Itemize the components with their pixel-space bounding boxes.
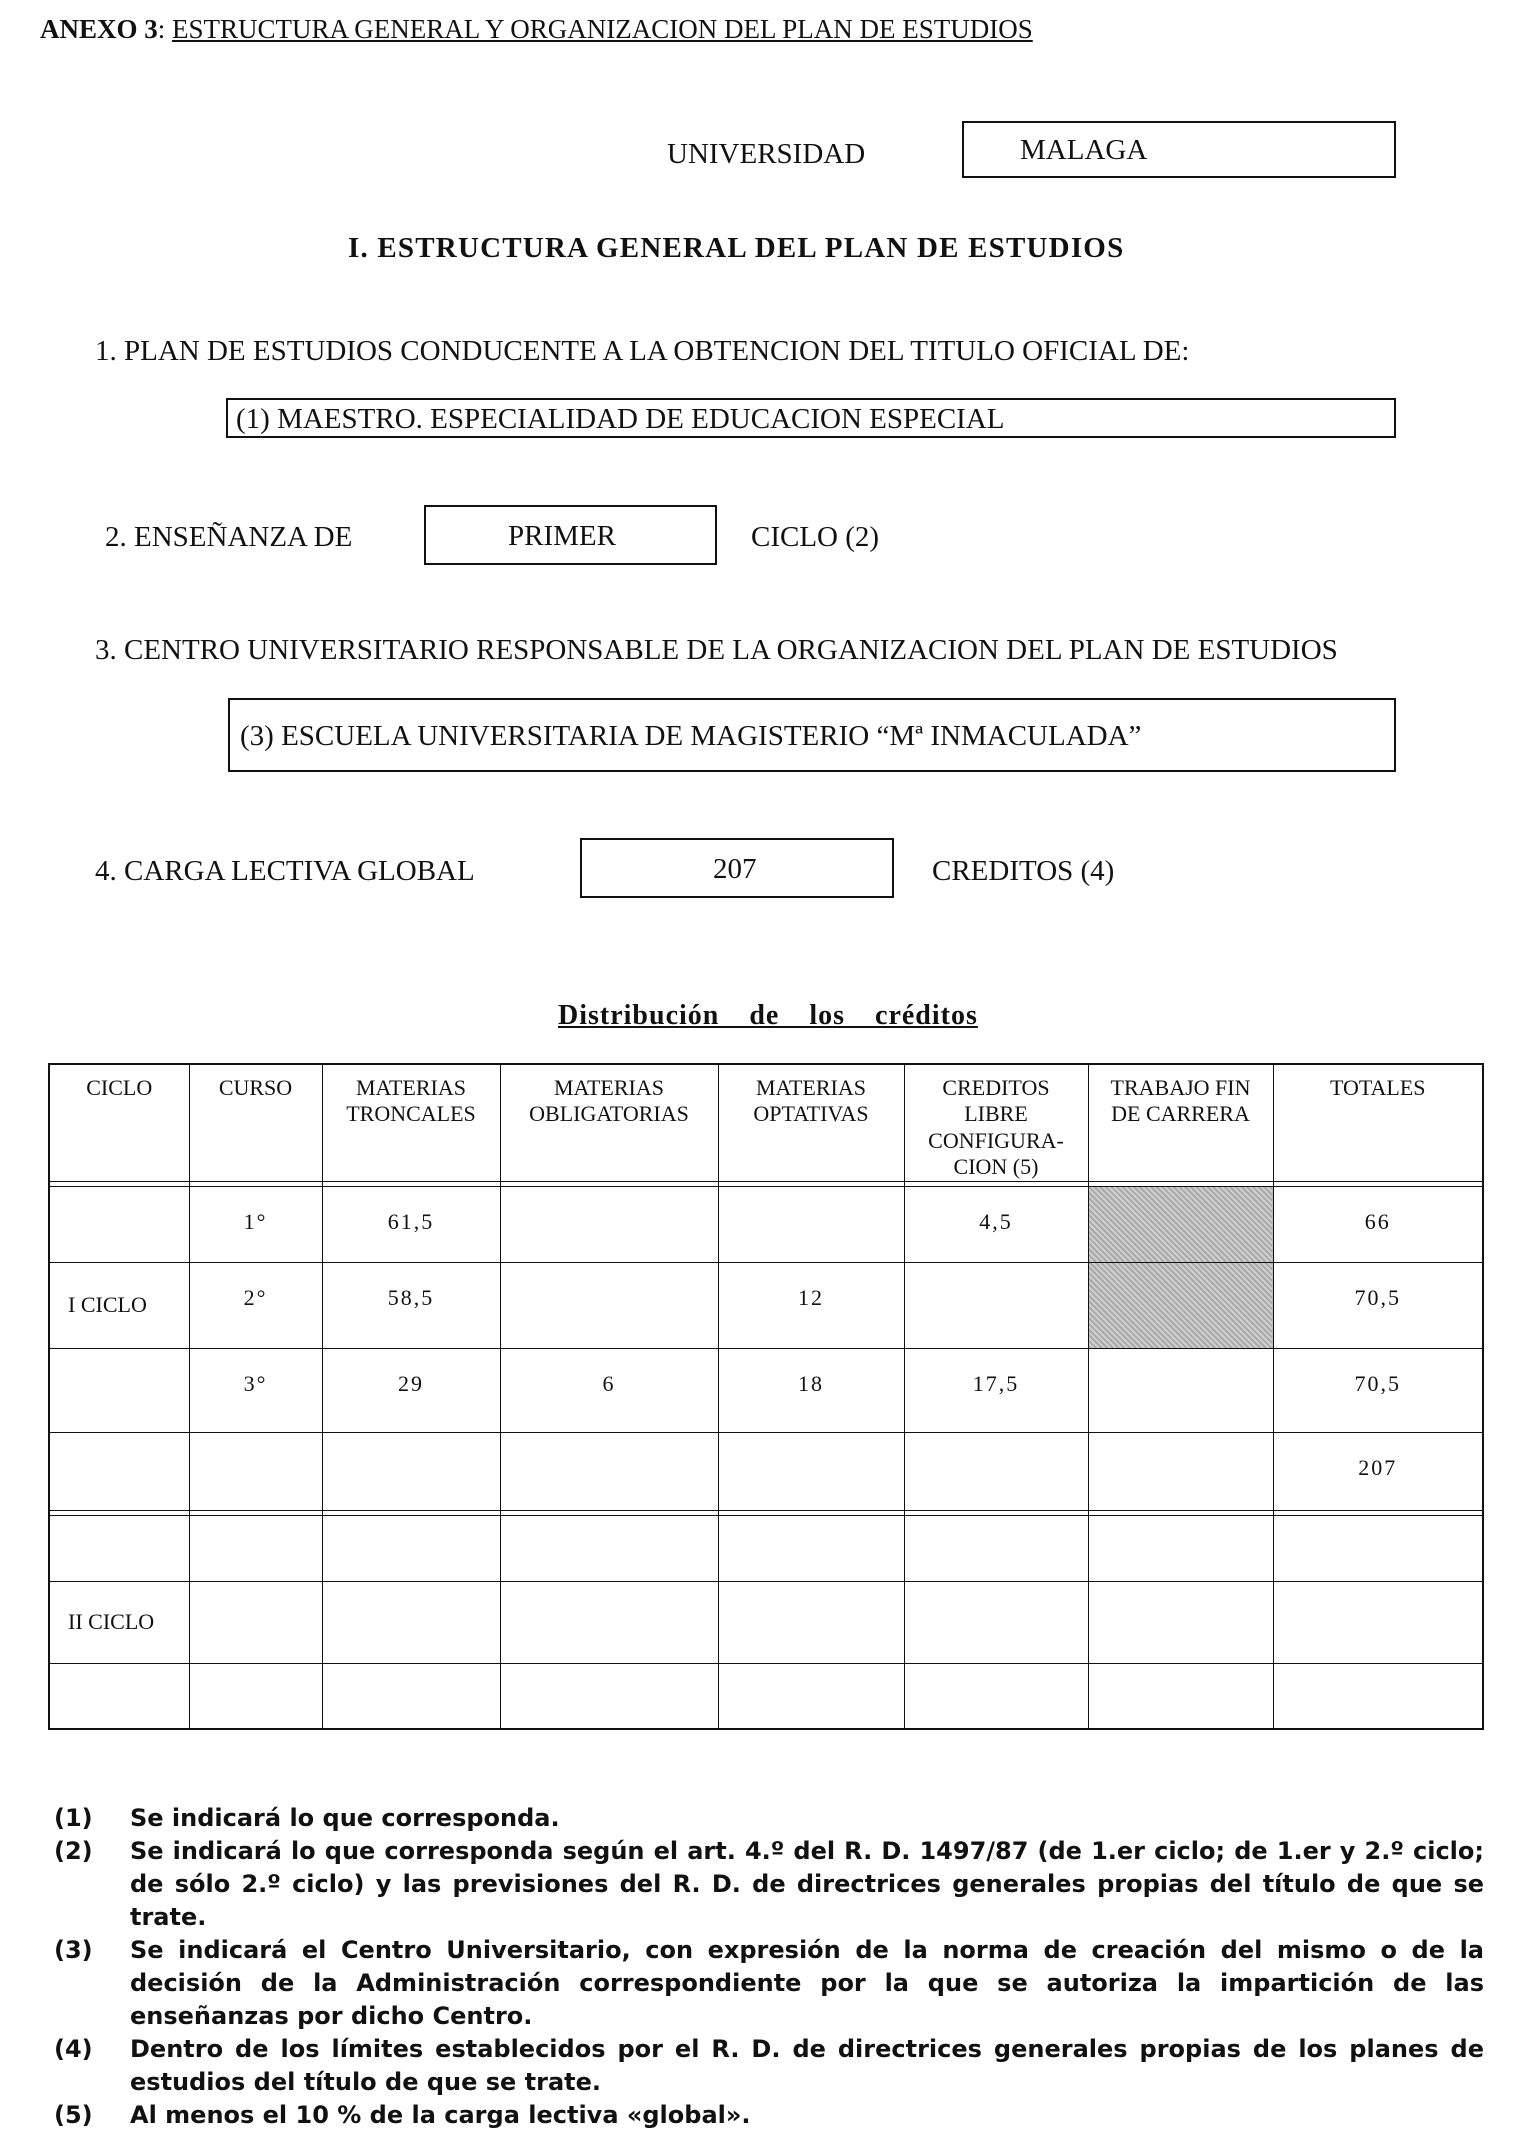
header-trabajo: TRABAJO FIN DE CARRERA <box>1088 1064 1273 1181</box>
table-row <box>49 1432 1483 1510</box>
footnote-text: Se indicará lo que corresponda. <box>130 1804 560 1832</box>
cell-ciclo <box>49 1186 189 1262</box>
item3-label: 3. CENTRO UNIVERSITARIO RESPONSABLE DE LA ORGANIZACION DEL PLAN DE ESTUDIOS <box>95 634 1338 666</box>
footnotes <box>54 1802 1484 2132</box>
cell-optativas: 12 <box>718 1262 904 1348</box>
header-totales: TOTALES <box>1273 1064 1483 1181</box>
cell-ciclo <box>49 1663 189 1729</box>
credits-table <box>48 1063 1484 1730</box>
cell-libre <box>904 1262 1088 1348</box>
item2-value: PRIMER <box>508 520 616 552</box>
cell-totales <box>1273 1581 1483 1663</box>
cell-troncales <box>322 1432 500 1510</box>
cell-ciclo <box>49 1515 189 1581</box>
cell-optativas <box>718 1581 904 1663</box>
cell-trabajo <box>1088 1581 1273 1663</box>
cell-optativas <box>718 1432 904 1510</box>
cell-curso <box>189 1581 322 1663</box>
table-row <box>49 1515 1483 1581</box>
cell-ciclo <box>49 1348 189 1432</box>
footnote-text: Dentro de los límites establecidos por el R. D. de directrices generales propias de los planes de estudios del título de que se trate. <box>130 2035 1484 2096</box>
cell-curso <box>189 1663 322 1729</box>
item4-label: 4. CARGA LECTIVA GLOBAL <box>95 855 475 887</box>
cell-troncales <box>322 1581 500 1663</box>
header-optativas: MATERIAS OPTATIVAS <box>718 1064 904 1181</box>
university-label: UNIVERSIDAD <box>667 138 866 170</box>
cell-optativas <box>718 1515 904 1581</box>
footnote-number: (2) <box>54 1837 93 1865</box>
header-curso: CURSO <box>189 1064 322 1181</box>
cell-totales: 66 <box>1273 1186 1483 1262</box>
item4-suffix: CREDITOS (4) <box>932 855 1115 887</box>
cell-optativas: 18 <box>718 1348 904 1432</box>
cell-libre <box>904 1515 1088 1581</box>
cell-totales: 207 <box>1273 1432 1483 1510</box>
header-ciclo: CICLO <box>49 1064 189 1181</box>
footnote-text: Se indicará el Centro Universitario, con expresión de la norma de creación del mismo o de la decisión de la Administración correspondiente por la que se autoriza la impartición de las enseñanzas por dicho Centro. <box>130 1936 1484 2030</box>
cell-obligatorias <box>500 1581 718 1663</box>
cell-curso <box>189 1432 322 1510</box>
footnote-text: Se indicará lo que corresponda según el art. 4.º del R. D. 1497/87 (de 1.er ciclo; de 1.er y 2.º ciclo; de sólo 2.º ciclo) y las previsiones del R. D. de directrices generales propias del título de que se trate. <box>130 1837 1484 1931</box>
footnote <box>54 1802 1484 1835</box>
table-header-row <box>49 1064 1483 1181</box>
cell-obligatorias <box>500 1186 718 1262</box>
cell-trabajo <box>1088 1262 1273 1348</box>
cell-troncales: 58,5 <box>322 1262 500 1348</box>
cell-totales: 70,5 <box>1273 1348 1483 1432</box>
cell-obligatorias <box>500 1663 718 1729</box>
cell-libre <box>904 1432 1088 1510</box>
footnote-number: (3) <box>54 1936 93 1964</box>
cell-libre: 4,5 <box>904 1186 1088 1262</box>
footnote <box>54 1934 1484 2033</box>
cell-trabajo <box>1088 1515 1273 1581</box>
cell-curso <box>189 1515 322 1581</box>
cell-troncales: 29 <box>322 1348 500 1432</box>
footnote <box>54 2099 1484 2132</box>
university-value: MALAGA <box>1020 134 1148 166</box>
table-row <box>49 1262 1483 1348</box>
cell-troncales <box>322 1663 500 1729</box>
cell-totales: 70,5 <box>1273 1262 1483 1348</box>
footnote-number: (4) <box>54 2035 93 2063</box>
cell-libre <box>904 1663 1088 1729</box>
cell-totales <box>1273 1515 1483 1581</box>
cell-libre <box>904 1581 1088 1663</box>
cell-obligatorias: 6 <box>500 1348 718 1432</box>
table-title: Distribución de los créditos <box>558 1000 978 1031</box>
item2-label: 2. ENSEÑANZA DE <box>105 521 353 553</box>
cell-obligatorias <box>500 1262 718 1348</box>
footnote-number: (5) <box>54 2101 93 2129</box>
annex-header: ANEXO 3: ESTRUCTURA GENERAL Y ORGANIZACION DEL PLAN DE ESTUDIOS <box>40 14 1033 44</box>
cell-curso: 3° <box>189 1348 322 1432</box>
table-row <box>49 1581 1483 1663</box>
footnote-number: (1) <box>54 1804 93 1832</box>
cell-libre: 17,5 <box>904 1348 1088 1432</box>
cell-ciclo: II CICLO <box>49 1581 189 1663</box>
item3-value: (3) ESCUELA UNIVERSITARIA DE MAGISTERIO “Mª INMACULADA” <box>240 720 1142 752</box>
header-libre: CREDITOS LIBRE CONFIGURA- CION (5) <box>904 1064 1088 1181</box>
section-title: I. ESTRUCTURA GENERAL DEL PLAN DE ESTUDIOS <box>348 232 1125 264</box>
footnote <box>54 2033 1484 2099</box>
cell-curso: 1° <box>189 1186 322 1262</box>
item2-suffix: CICLO (2) <box>751 521 880 553</box>
annex-label: ANEXO 3 <box>40 14 158 44</box>
cell-trabajo <box>1088 1348 1273 1432</box>
table-row <box>49 1663 1483 1729</box>
item1-value: (1) MAESTRO. ESPECIALIDAD DE EDUCACION ESPECIAL <box>236 403 1005 435</box>
annex-title: ESTRUCTURA GENERAL Y ORGANIZACION DEL PLAN DE ESTUDIOS <box>172 14 1033 44</box>
table-row <box>49 1348 1483 1432</box>
cell-troncales <box>322 1515 500 1581</box>
cell-ciclo: I CICLO <box>49 1262 189 1348</box>
cell-obligatorias <box>500 1432 718 1510</box>
cell-obligatorias <box>500 1515 718 1581</box>
header-obligatorias: MATERIAS OBLIGATORIAS <box>500 1064 718 1181</box>
cell-optativas <box>718 1663 904 1729</box>
table-body <box>49 1186 1483 1729</box>
cell-trabajo <box>1088 1186 1273 1262</box>
cell-troncales: 61,5 <box>322 1186 500 1262</box>
item4-value: 207 <box>713 853 757 885</box>
footnote <box>54 1835 1484 1934</box>
cell-optativas <box>718 1186 904 1262</box>
cell-totales <box>1273 1663 1483 1729</box>
item1-label: 1. PLAN DE ESTUDIOS CONDUCENTE A LA OBTENCION DEL TITULO OFICIAL DE: <box>95 335 1190 367</box>
table-row <box>49 1186 1483 1262</box>
cell-trabajo <box>1088 1663 1273 1729</box>
cell-ciclo <box>49 1432 189 1510</box>
cell-curso: 2° <box>189 1262 322 1348</box>
footnote-text: Al menos el 10 % de la carga lectiva «global». <box>130 2101 751 2129</box>
cell-trabajo <box>1088 1432 1273 1510</box>
header-troncales: MATERIAS TRONCALES <box>322 1064 500 1181</box>
